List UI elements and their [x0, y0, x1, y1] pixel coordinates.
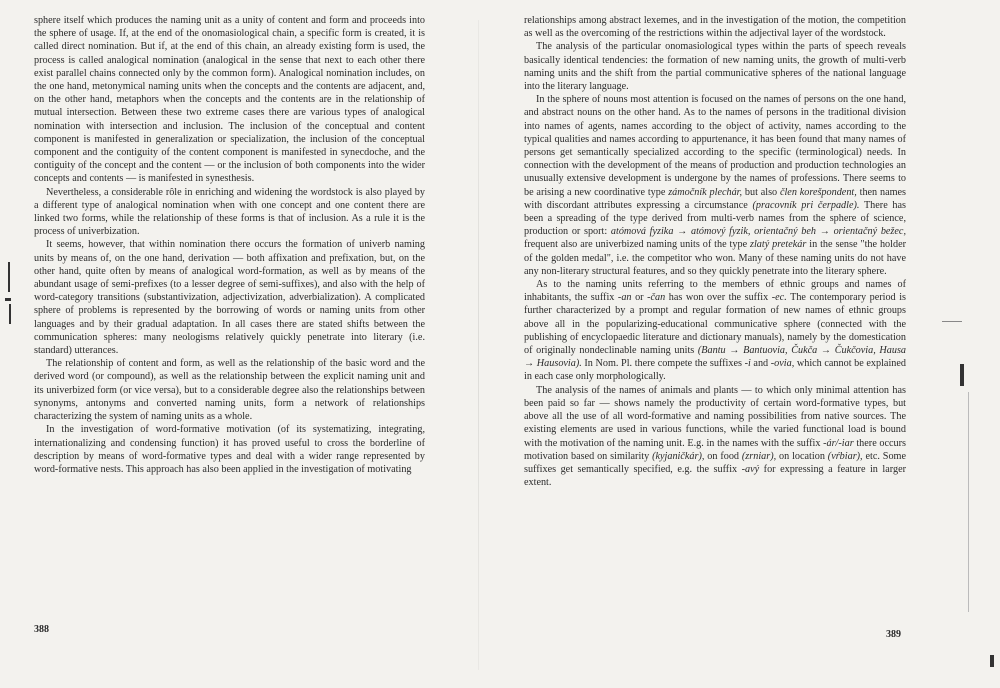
- text-run: etc. Some suffixes get semantically specified, e.g. the suffix: [524, 450, 906, 475]
- margin-mark: [990, 655, 994, 667]
- right-paragraph: The analysis of the particular onomasiological types within the parts of speech reveals basically identical tendencies: the formation of new naming units, the growth of multi-verb naming units and the shift from the partial communicative spheres of the national language into the literary language.: [524, 41, 906, 93]
- italic-term: (pracovník pri čerpadle).: [752, 199, 860, 211]
- italic-term: -i: [744, 358, 751, 370]
- left-paragraph: In the investigation of word-formative motivation (of its systematizing, integrating, internationalizing and condensing function) it has proved useful to cross the borderline of description by means of word-formative types and deal with a wider range represented by word-formative nests. This approach has also been applied in the investigation of motivating: [34, 424, 425, 475]
- right-paragraph: [524, 93, 906, 278]
- italic-term: atómová fyzika → atómový fyzik, orientačný beh → orientačný bežec,: [610, 226, 906, 238]
- text-run: for expressing a feature in larger extent.: [524, 463, 906, 489]
- right-paragraph: relationships among abstract lexemes, and in the investigation of the motion, the competition as well as the overcoming of the restrictions within the adjectival layer of the wordstock.: [524, 15, 906, 40]
- right-paragraph: [524, 384, 906, 490]
- left-paragraph: The relationship of content and form, as well as the relationship of the basic word and the derived word (or compound), as well as the relationship between the explicit naming unit and its univerbized form (or vice versa), but to a considerable degree also the relationships between synonyms, antonyms and converted naming units, form a network of relationships characterizing the system of naming units as a whole.: [34, 358, 425, 423]
- italic-term: (vŕbiar),: [827, 450, 863, 462]
- margin-mark: [968, 392, 969, 612]
- italic-term: zlatý pretekár: [750, 239, 807, 251]
- right-paragraph: [524, 278, 906, 384]
- binding-mark: [8, 262, 10, 292]
- italic-term: -avý: [741, 463, 760, 475]
- text-run: then names with discordant attributes expressing a circumstance: [524, 186, 906, 211]
- text-run: which cannot be explained in each case only morphologically.: [524, 358, 906, 383]
- italic-term: -ár/-iar: [823, 437, 854, 449]
- italic-term: člen korešpondent,: [779, 186, 857, 198]
- italic-term: (kyjaničkár),: [652, 450, 705, 462]
- right-page-number: 389: [886, 629, 901, 640]
- right-page: [524, 14, 906, 489]
- italic-term: (zrniar),: [741, 450, 777, 462]
- text-run: there occurs motivation based on similarity: [524, 437, 906, 462]
- text-run: The contemporary period is further characterized by a prompt and regular formation of new names of ethnic groups above all in the popularizing-educational communicative sphere (connected with the publishing of encyclopaedic literature and dictionary manuals), namely by the domestication of originally nondeclinable naming units: [524, 292, 906, 357]
- text-run: on food: [704, 450, 742, 462]
- text-run: frequent also are univerbized naming units of the type: [524, 239, 751, 251]
- text-run: and: [750, 358, 771, 370]
- left-page-number: 388: [34, 624, 49, 635]
- left-page: [34, 14, 425, 476]
- italic-term: -an: [617, 292, 632, 304]
- text-run: on location: [776, 450, 828, 462]
- left-paragraph: sphere itself which produces the naming unit as a unity of content and form and proceeds into the sphere of usage. If, at the end of the onomasiological chain, a specific form is created, it is called direct nomination. But if, at the end of this chain, an already existing form is used, the process is called analogical nomination (analogical in the sense that next to each other there exist parallel chains connected only by the common form). Analogical nomination includes, on the one hand, metonymical naming units when the concepts and the contents are adjacent, and, on the other hand, metaphors when the concepts and the contents are in the relationship of mutual intersection. Between these two extreme cases there are various types of analogical nomination with intersection and inclusion. The inclusion of the conceptual and content component is manifested in generalization or specialization, the inclusion of the conceptual component and the contiguity of the content component is manifested in synecdoche, and the contiguity of the concept and the content — or the inclusion of both components into the wider concepts and contents — is manifested in synesthesis.: [34, 15, 425, 185]
- italic-term: -ec.: [771, 292, 787, 304]
- italic-term: -ovia,: [770, 358, 795, 370]
- italic-term: (Bantu → Bantuovia, Čukča → Čukčovia, Hausa → Hausovia).: [524, 345, 906, 370]
- left-paragraph: It seems, however, that within nomination there occurs the formation of univerb naming units by means of, on the one hand, derivation — both affixation and prefixation, but, on the other hand, quite often by means of analogical word-formation, as well as by means of the abundant usage of semi-prefixes (to a lesser degree of semi-suffixes), and also with the help of word-category transitions (substantivization, adjectivization, adverbialization). A complicated sphere of problems is represented by the borrowing of words or naming units from other languages and by their gradual adaptation. In all cases there are stated shifts between the communication spheres: many neologisms relatively quickly penetrate into literary (i.e. standard) utterances.: [34, 239, 425, 357]
- left-paragraph: Nevertheless, a considerable rôle in enriching and widening the wordstock is also played by a different type of analogical nomination when with one concept and one content there are linked two forms, while the relationship of these forms is that of inclusion. As a rule it is the process of univerbization.: [34, 186, 425, 238]
- text-run: The analysis of the names of animals and plants — to which only minimal attention has been paid so far — shows namely the productivity of certain word-formative types, but above all the use of all word-formative and naming possibilities from native sources. The existing elements are used in various functions, while the varied functional load is bound with the motivation of the naming unit. E.g. in the names with the suffix: [524, 384, 906, 449]
- margin-mark: [960, 364, 964, 386]
- italic-term: zámočník plechár,: [668, 186, 743, 198]
- italic-term: -čan: [647, 292, 666, 304]
- text-run: in the sense "the holder of the golden medal", i.e. the competitor who won. Many of these naming units do not have any non-literary structural features, and so they quickly penetrate into the literary sphere.: [524, 239, 906, 277]
- text-run: has won over the suffix: [665, 292, 772, 304]
- text-run: As to the naming units referring to the members of ethnic groups and names of inhabitants, the suffix: [524, 279, 906, 304]
- text-run: There has been a spreading of the type derived from multi-verb names from the sphere of science, production or sport:: [524, 199, 906, 238]
- text-run: or: [631, 292, 648, 304]
- margin-mark: [942, 321, 962, 322]
- text-run: but also: [742, 186, 780, 198]
- binding-mark: [5, 298, 11, 301]
- book-gutter: [478, 20, 479, 670]
- binding-mark: [9, 304, 11, 324]
- text-run: In Nom. Pl. there compete the suffixes: [581, 358, 745, 370]
- text-run: In the sphere of nouns most attention is focused on the names of persons on the one hand, and abstract nouns on the other hand. As to the names of persons in the traditional division into names of agents, names according to the object of activity, names according to the typical qualities and names according to appurtenance, it has been found that many names of persons get semantically specialized according to the specific (terminological) needs. In connection with the development of the means of production and production technologies an unusually extensive development is undergone by the names of professions. There seems to be arising a new coordinative type: [524, 94, 906, 198]
